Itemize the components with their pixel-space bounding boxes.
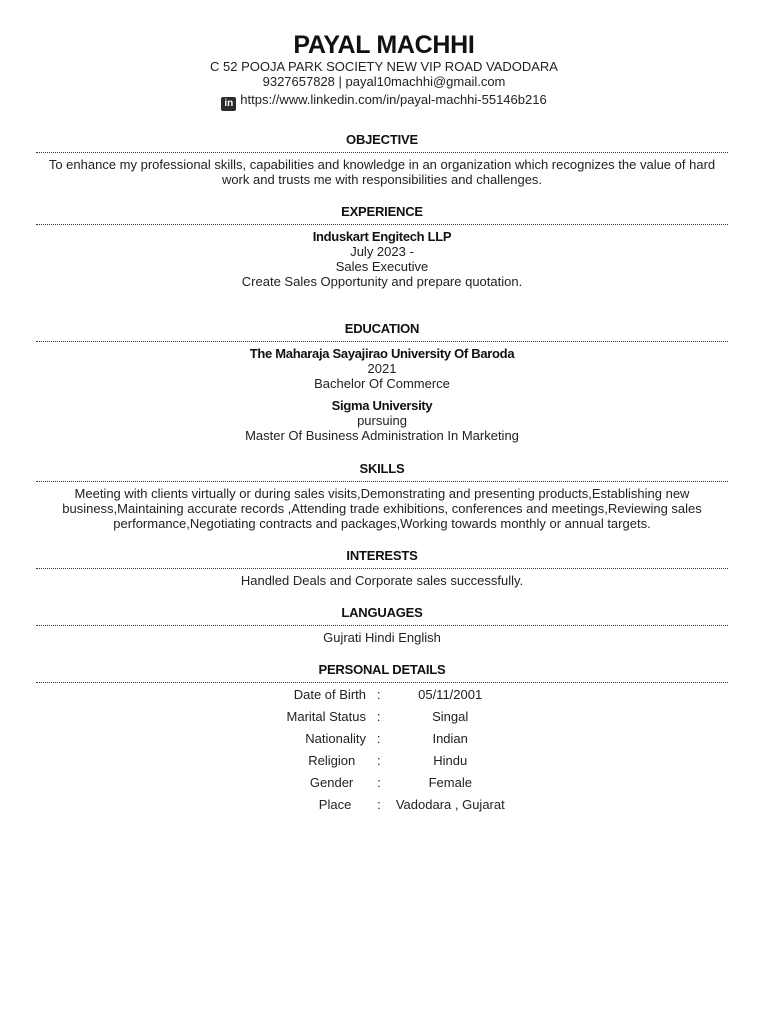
institution-name: Sigma University: [331, 398, 433, 413]
detail-value: Singal: [432, 709, 469, 724]
candidate-name: PAYAL MACHHI: [293, 31, 475, 59]
skills-text: Meeting with clients virtually or during sales visits,Demonstrating and presenting products,Establishing new business,Maintaining accurate records ,Attending trade exhibitions, conferences and meetings,Reviewing sales performance,Negotiating contracts and packages,Working towards monthly or annual targets.: [62, 486, 702, 531]
education-year: 2021: [367, 361, 397, 376]
section-divider: [36, 341, 728, 342]
detail-colon: :: [376, 687, 381, 702]
skills-section: [36, 461, 728, 531]
languages-heading: LANGUAGES: [341, 605, 423, 620]
detail-row-place: [252, 794, 512, 816]
detail-row-date-of-birth: [252, 684, 512, 706]
employment-period: July 2023 -: [350, 244, 414, 259]
detail-value: Female: [428, 775, 472, 790]
detail-value: Vadodara , Gujarat: [395, 797, 505, 812]
phone-email-line: 9327657828 | payal10machhi@gmail.com: [262, 74, 506, 89]
experience-section: [36, 204, 728, 289]
experience-heading: EXPERIENCE: [341, 204, 423, 219]
objective-text: To enhance my professional skills, capabilities and knowledge in an organization which recognizes the value of hard work and trusts me with responsibilities and challenges.: [48, 157, 716, 187]
detail-row-marital-status: [252, 706, 512, 728]
section-divider: [36, 682, 728, 683]
detail-label: Marital Status: [286, 709, 366, 724]
experience-entry: [36, 229, 728, 289]
interests-text: Handled Deals and Corporate sales successfully.: [240, 573, 524, 588]
detail-row-religion: [252, 750, 512, 772]
interests-heading: INTERESTS: [346, 548, 418, 563]
job-description: Create Sales Opportunity and prepare quotation.: [241, 274, 523, 289]
linkedin-url[interactable]: https://www.linkedin.com/in/payal-machhi-55146b216: [240, 92, 547, 107]
detail-label: Gender: [309, 775, 354, 790]
linkedin-row: [0, 92, 768, 111]
personal-details-heading: PERSONAL DETAILS: [318, 662, 446, 677]
company-name: Induskart Engitech LLP: [312, 229, 452, 244]
skills-heading: SKILLS: [359, 461, 405, 476]
interests-section: [36, 548, 728, 588]
education-heading: EDUCATION: [344, 321, 420, 336]
education-entry: [36, 398, 728, 443]
detail-row-gender: [252, 772, 512, 794]
education-section: [36, 321, 728, 443]
detail-colon: :: [377, 775, 381, 790]
institution-name: The Maharaja Sayajirao University Of Baroda: [249, 346, 515, 361]
education-year: pursuing: [357, 413, 407, 428]
detail-colon: :: [377, 797, 381, 812]
education-entry: [36, 346, 728, 391]
detail-colon: :: [376, 731, 381, 746]
linkedin-icon: in: [221, 97, 236, 111]
degree-name: Bachelor Of Commerce: [314, 376, 450, 391]
detail-value: Indian: [432, 731, 468, 746]
resume-header: [0, 30, 768, 111]
detail-label: Place: [318, 797, 352, 812]
languages-text: Gujrati Hindi English: [323, 630, 441, 645]
section-divider: [36, 481, 728, 482]
address-line: C 52 POOJA PARK SOCIETY NEW VIP ROAD VADODARA: [210, 59, 558, 74]
detail-colon: :: [377, 753, 381, 768]
personal-details-table: [252, 684, 512, 816]
detail-label: Date of Birth: [293, 687, 366, 702]
job-role: Sales Executive: [335, 259, 429, 274]
detail-row-nationality: [252, 728, 512, 750]
degree-name: Master Of Business Administration In Marketing: [245, 428, 519, 443]
languages-section: [36, 605, 728, 645]
section-divider: [36, 625, 728, 626]
detail-label: Religion: [308, 753, 356, 768]
section-divider: [36, 568, 728, 569]
detail-value: Hindu: [433, 753, 468, 768]
objective-heading: OBJECTIVE: [346, 132, 418, 147]
section-divider: [36, 152, 728, 153]
detail-value: 05/11/2001: [418, 687, 483, 702]
section-divider: [36, 224, 728, 225]
detail-colon: :: [376, 709, 381, 724]
personal-details-section: [36, 662, 728, 816]
objective-section: [36, 132, 728, 187]
detail-label: Nationality: [305, 731, 366, 746]
